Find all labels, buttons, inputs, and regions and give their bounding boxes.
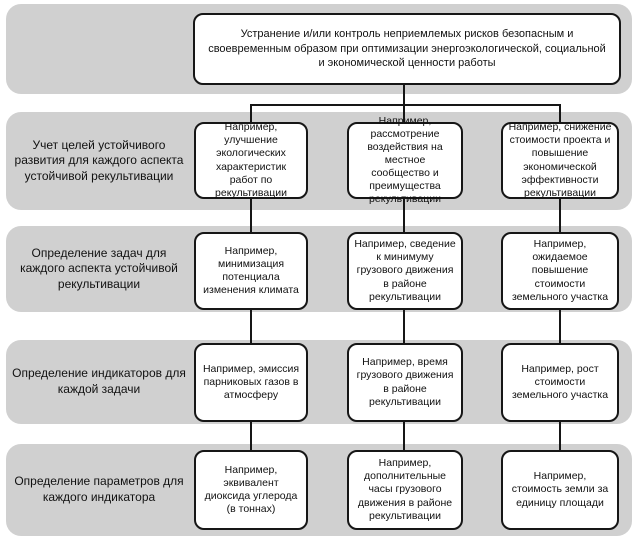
example-box-tasks-land-value bbox=[501, 232, 619, 310]
example-box-tasks-traffic bbox=[347, 232, 463, 310]
example-box-objectives-economic bbox=[501, 122, 619, 199]
example-box-objectives-ecological bbox=[194, 122, 308, 199]
row-label-tasks bbox=[12, 226, 186, 312]
connector-r3-r4-col1 bbox=[250, 420, 252, 452]
example-box-text: Например, рассмотрение воздействия на местное сообщество и преимущества рекультивации bbox=[367, 114, 443, 206]
row-label-indicators bbox=[12, 340, 186, 424]
example-box-objectives-social bbox=[347, 114, 463, 206]
example-box-text: Например, рост стоимости земельного участка bbox=[511, 362, 609, 402]
connector-root-drop bbox=[403, 83, 405, 106]
example-box-indicators-traffic-time bbox=[347, 343, 463, 422]
row-label-text: Определение параметров для каждого индикатора bbox=[14, 474, 184, 504]
example-box-text: Например, снижение стоимости проекта и повышение экономической эффективности рекультивации bbox=[508, 121, 612, 199]
row-label-text: Определение задач для каждого аспекта устойчивой рекультивации bbox=[20, 245, 178, 291]
example-box-indicators-land-growth bbox=[501, 343, 619, 422]
connector-r1-r2-col3 bbox=[559, 197, 561, 234]
example-box-text: Например, сведение к минимуму грузового движения в районе рекультивации bbox=[354, 238, 456, 303]
example-box-parameters-land-price bbox=[501, 450, 619, 530]
connector-r2-r3-col1 bbox=[250, 308, 252, 345]
example-box-text: Например, эквивалент диоксида углерода (в тоннах) bbox=[204, 463, 298, 516]
example-box-text: Например, минимизация потенциала изменения климата bbox=[203, 244, 299, 297]
row-label-objectives bbox=[12, 112, 186, 210]
row-label-text: Определение индикаторов для каждой задачи bbox=[12, 366, 186, 396]
example-box-parameters-co2 bbox=[194, 450, 308, 530]
connector-r2-r3-col3 bbox=[559, 308, 561, 345]
connector-r1-r2-col1 bbox=[250, 197, 252, 234]
root-goal-box bbox=[193, 13, 621, 85]
example-box-text: Например, эмиссия парниковых газов в атмосферу bbox=[202, 362, 300, 402]
example-box-tasks-climate bbox=[194, 232, 308, 310]
example-box-text: Например, дополнительные часы грузового движения в районе рекультивации bbox=[357, 457, 453, 522]
example-box-text: Например, стоимость земли за единицу площади bbox=[511, 470, 609, 509]
row-label-parameters bbox=[12, 444, 186, 536]
example-box-text: Например, время грузового движения в районе рекультивации bbox=[356, 356, 454, 408]
row-label-text: Учет целей устойчивого развития для каждого аспекта устойчивой рекультивации bbox=[14, 137, 184, 183]
example-box-indicators-emissions bbox=[194, 343, 308, 422]
root-goal-text: Устранение и/или контроль неприемлемых рисков безопасным и своевременным образом при оптимизации энергоэкологической, социальной и экономической ценности работы bbox=[208, 27, 606, 70]
connector-r3-r4-col3 bbox=[559, 420, 561, 452]
connector-r2-r3-col2 bbox=[403, 308, 405, 345]
connector-r3-r4-col2 bbox=[403, 420, 405, 452]
example-box-text: Например, улучшение экологических характеристик работ по рекультивации bbox=[215, 121, 287, 199]
connector-branch-horizontal bbox=[250, 104, 561, 106]
example-box-text: Например, ожидаемое повышение стоимости земельного участка bbox=[511, 238, 609, 303]
example-box-parameters-traffic-hours bbox=[347, 450, 463, 530]
